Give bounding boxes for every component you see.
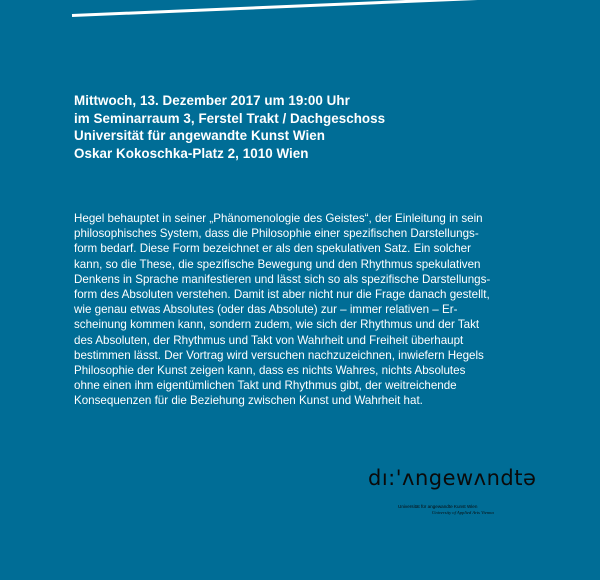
abstract-line: kann, so die These, die spezifische Bewegung und den Rhythmus spekulativen [74, 257, 481, 271]
university-logo [368, 466, 538, 515]
abstract-line: Denkens in Sprache manifestieren und lässt sich so als spezifische Darstellungs- [74, 272, 491, 286]
event-date-time: Mittwoch, 13. Dezember 2017 um 19:00 Uhr [74, 93, 350, 108]
abstract-text [74, 211, 534, 409]
abstract-line: form bedarf. Diese Form bezeichnet er als den spekulativen Satz. Ein solcher [74, 242, 471, 256]
abstract-line: des Absoluten, der Rhythmus und Takt von Wahrheit und Freiheit überhaupt [74, 333, 464, 347]
event-institution: Universität für angewandte Kunst Wien [74, 128, 325, 143]
abstract-line: wie genau etwas Absolutes (oder das Absolute) zur – immer relativen – Er- [74, 303, 458, 317]
abstract-line: scheinung kommen kann, sondern zudem, wie sich der Rhythmus und der Takt [74, 318, 480, 332]
logo-subtitle-de: Universität für angewandte Kunst Wien [398, 504, 478, 509]
abstract-line: Konsequenzen für die Beziehung zwischen Kunst und Wahrheit hat. [74, 394, 423, 408]
abstract-line: ohne einen ihm eigentümlichen Takt und Rhythmus gibt, der weitreichende [74, 379, 457, 393]
top-divider-line [72, 0, 600, 17]
abstract-line: Philosophie der Kunst zeigen kann, dass es nichts Wahres, nichts Absolutes [74, 364, 466, 378]
abstract-line: form des Absoluten verstehen. Damit ist aber nicht nur die Frage danach gestellt, [74, 288, 490, 302]
abstract-line: bestimmen lässt. Der Vortrag wird versuchen nachzuzeichnen, inwiefern Hegels [74, 348, 484, 362]
logo-subtitle [398, 504, 494, 515]
logo-subtitle-en: University of Applied Arts Vienna [432, 509, 494, 515]
abstract-line: Hegel behauptet in seiner „Phänomenologie des Geistes“, der Einleitung in sein [74, 212, 483, 225]
abstract-line: philosophisches System, dass die Philosophie einer spezifischen Darstellungs- [74, 227, 479, 241]
logo-wordmark: dı:'ʌngewʌndtə [368, 466, 537, 490]
event-details [74, 92, 385, 162]
event-address: Oskar Kokoschka-Platz 2, 1010 Wien [74, 145, 309, 161]
event-room: im Seminarraum 3, Ferstel Trakt / Dachgeschoss [74, 110, 386, 126]
